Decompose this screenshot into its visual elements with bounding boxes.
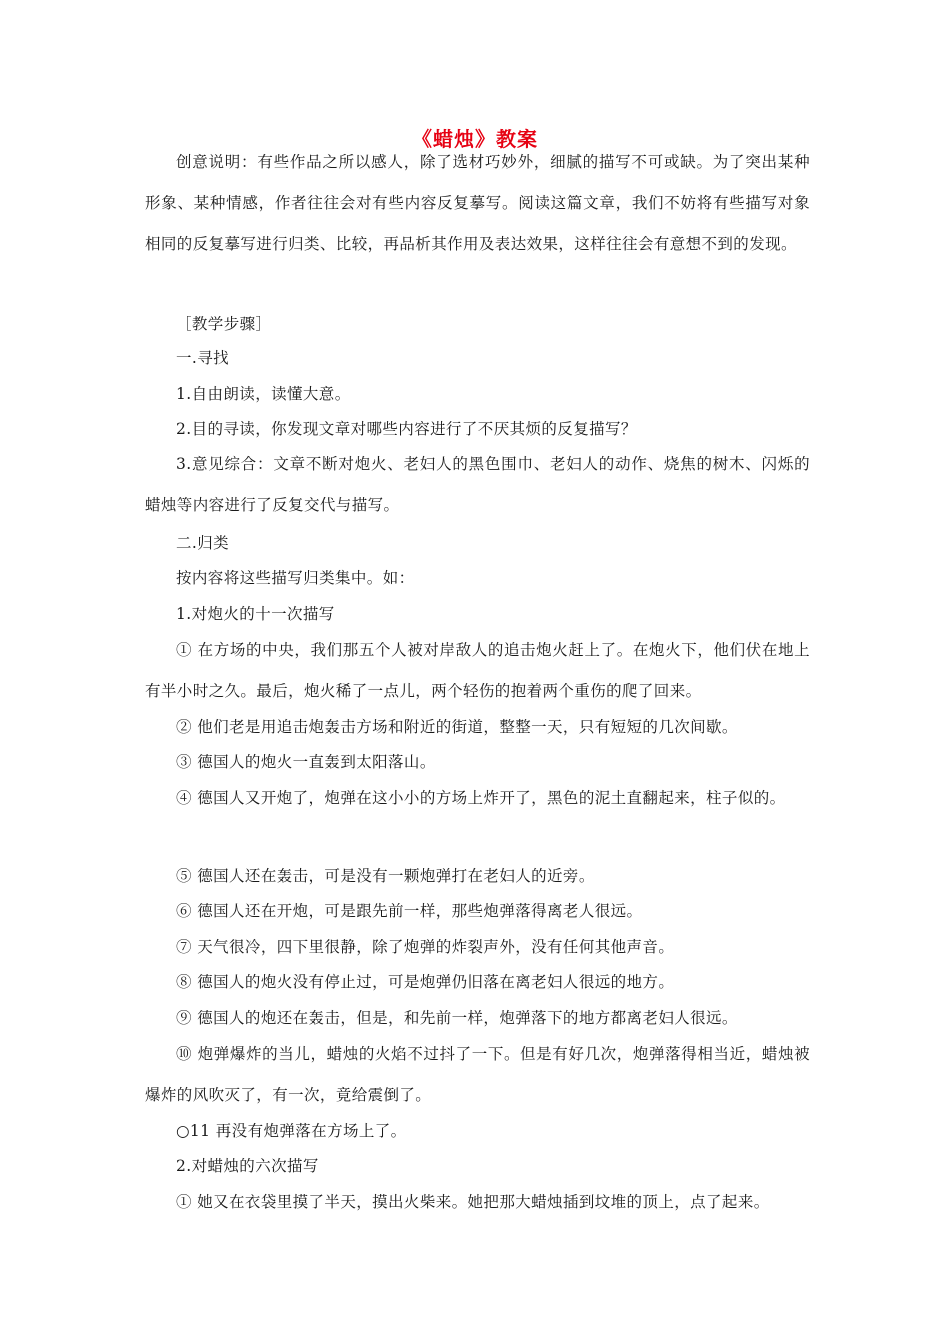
fire-item-5: ⑤ 德国人还在轰击，可是没有一颗炮弹打在老妇人的近旁。	[176, 867, 595, 885]
section1-item-1: 1.自由朗读，读懂大意。	[176, 385, 351, 403]
steps-heading: ［教学步骤］	[176, 315, 272, 333]
fire-item-10: ⑩ 炮弹爆炸的当儿，蜡烛的火焰不过抖了一下。但是有好几次，炮弹落得相当近，蜡烛被爆炸的风吹灭了，有一次，竟给震倒了。	[145, 1045, 810, 1104]
section2-heading: 二.归类	[176, 534, 230, 552]
fire-item-3: ③ 德国人的炮火一直轰到太阳落山。	[176, 753, 436, 771]
fire-item-1: ① 在方场的中央，我们那五个人被对岸敌人的追击炮火赶上了。在炮火下，他们伏在地上有半小时之久。最后，炮火稀了一点儿，两个轻伤的抱着两个重伤的爬了回来。	[145, 641, 810, 700]
section1-item-3: 3.意见综合：文章不断对炮火、老妇人的黑色围巾、老妇人的动作、烧焦的树木、闪烁的蜡烛等内容进行了反复交代与描写。	[145, 455, 810, 514]
fire-item-8: ⑧ 德国人的炮火没有停止过，可是炮弹仍旧落在离老妇人很远的地方。	[176, 973, 675, 991]
fire-item-6: ⑥ 德国人还在开炮，可是跟先前一样，那些炮弹落得离老人很远。	[176, 902, 643, 920]
section1-item-2: 2.目的寻读，你发现文章对哪些内容进行了不厌其烦的反复描写？	[176, 420, 637, 438]
fire-subheading: 1.对炮火的十一次描写	[176, 605, 335, 623]
fire-item-2: ② 他们老是用追击炮轰击方场和附近的街道，整整一天，只有短短的几次间歇。	[176, 718, 738, 736]
candle-subheading: 2.对蜡烛的六次描写	[176, 1157, 319, 1175]
fire-item-4: ④ 德国人又开炮了，炮弹在这小小的方场上炸开了，黑色的泥土直翻起来，柱子似的。	[176, 789, 786, 807]
intro-paragraph: 创意说明：有些作品之所以感人，除了选材巧妙外，细腻的描写不可或缺。为了突出某种形象、某种情感，作者往往会对有些内容反复摹写。阅读这篇文章，我们不妨将有些描写对象相同的反复摹写进行归类、比较，再品析其作用及表达效果，这样往往会有意想不到的发现。	[145, 153, 810, 253]
candle-item-1: ① 她又在衣袋里摸了半天，摸出火柴来。她把那大蜡烛插到坟堆的顶上，点了起来。	[176, 1193, 770, 1211]
document-title: 《蜡烛》教案	[412, 127, 538, 151]
section2-intro: 按内容将这些描写归类集中。如：	[176, 569, 415, 587]
fire-item-7: ⑦ 天气很冷，四下里很静，除了炮弹的炸裂声外，没有任何其他声音。	[176, 938, 675, 956]
fire-item-11: ○11 再没有炮弹落在方场上了。	[176, 1122, 407, 1140]
fire-item-9: ⑨ 德国人的炮还在轰击，但是，和先前一样，炮弹落下的地方都离老妇人很远。	[176, 1009, 738, 1027]
section1-heading: 一.寻找	[176, 349, 230, 367]
